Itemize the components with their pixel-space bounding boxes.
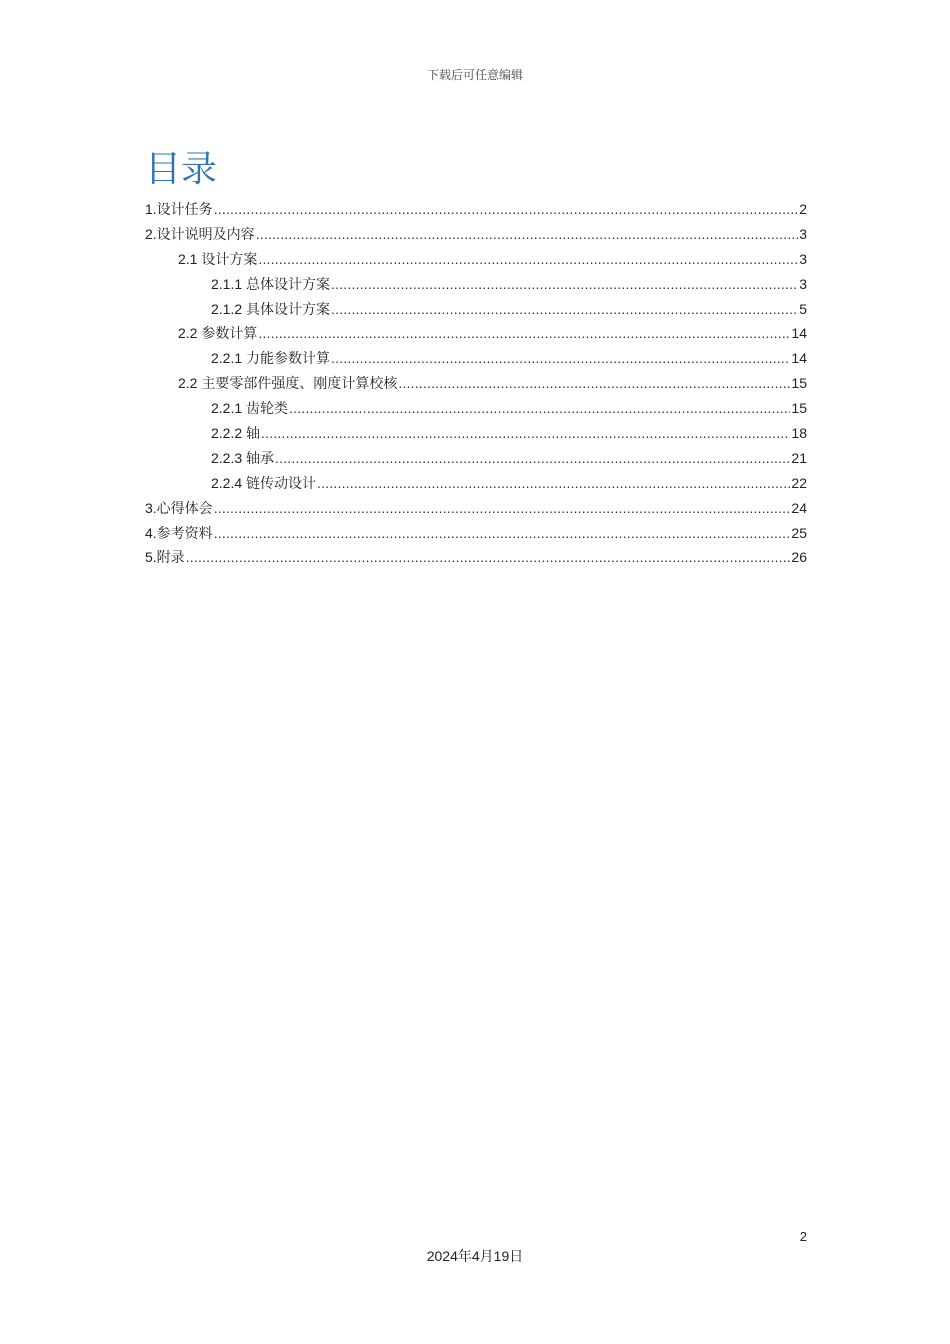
- toc-entry[interactable]: [145, 521, 807, 546]
- toc-entry[interactable]: [145, 321, 807, 346]
- toc-leader-dots: [398, 371, 790, 396]
- toc-leader-dots: [256, 222, 799, 247]
- toc-leader-dots: [258, 321, 790, 346]
- toc-leader-dots: [186, 545, 791, 570]
- table-of-contents: [145, 197, 807, 570]
- toc-entry-page: 3: [799, 225, 807, 242]
- toc-entry[interactable]: [145, 272, 807, 297]
- toc-leader-dots: [331, 272, 798, 297]
- toc-entry-page: 22: [791, 474, 807, 491]
- toc-leader-dots: [261, 421, 790, 446]
- toc-entry[interactable]: [145, 471, 807, 496]
- toc-leader-dots: [214, 496, 791, 521]
- toc-leader-dots: [317, 471, 790, 496]
- toc-entry-label: 2.1.2 具体设计方案: [211, 300, 331, 317]
- toc-entry[interactable]: [145, 396, 807, 421]
- toc-entry-label: 2.1.1 总体设计方案: [211, 275, 331, 292]
- toc-entry-label: 3.心得体会: [145, 499, 213, 516]
- toc-entry-page: 14: [791, 325, 807, 342]
- toc-entry-page: 21: [791, 449, 807, 466]
- toc-leader-dots: [275, 446, 790, 471]
- toc-entry[interactable]: [145, 247, 807, 272]
- toc-entry-page: 3: [799, 275, 807, 292]
- toc-entry-page: 18: [791, 425, 807, 442]
- toc-entry-label: 2.设计说明及内容: [145, 225, 255, 242]
- toc-entry-page: 15: [791, 375, 807, 392]
- toc-leader-dots: [289, 396, 790, 421]
- toc-entry-label: 5.附录: [145, 549, 185, 566]
- toc-entry[interactable]: [145, 496, 807, 521]
- toc-entry-page: 3: [799, 250, 807, 267]
- toc-title: 目录: [145, 148, 218, 189]
- toc-entry-page: 26: [791, 549, 807, 566]
- toc-entry-page: 25: [791, 524, 807, 541]
- toc-entry-label: 2.2.4 链传动设计: [211, 474, 317, 491]
- toc-entry-page: 2: [799, 201, 807, 217]
- toc-entry-label: 2.2.1 齿轮类: [211, 400, 289, 417]
- toc-entry[interactable]: [145, 545, 807, 570]
- toc-entry-page: 24: [791, 499, 807, 516]
- toc-entry[interactable]: [145, 297, 807, 322]
- toc-entry-label: 2.2.3 轴承: [211, 449, 275, 466]
- toc-entry-label: 4.参考资料: [145, 524, 213, 541]
- toc-entry-page: 5: [799, 300, 807, 317]
- toc-entry-page: 14: [791, 350, 807, 367]
- toc-entry[interactable]: [145, 421, 807, 446]
- toc-leader-dots: [214, 197, 799, 222]
- toc-entry-label: 2.2.1 力能参数计算: [211, 350, 331, 367]
- toc-entry-page: 15: [791, 400, 807, 417]
- toc-leader-dots: [258, 247, 798, 272]
- toc-entry-label: 2.2 主要零部件强度、刚度计算校核: [178, 375, 398, 392]
- footer-date: 2024年4月19日: [426, 1248, 524, 1264]
- page-number: 2: [799, 1229, 807, 1244]
- toc-entry[interactable]: [145, 371, 807, 396]
- toc-entry[interactable]: [145, 446, 807, 471]
- toc-entry[interactable]: [145, 346, 807, 371]
- toc-entry[interactable]: [145, 222, 807, 247]
- header-note: 下载后可任意编辑: [426, 68, 523, 82]
- toc-entry-label: 2.1 设计方案: [178, 250, 258, 267]
- toc-entry-label: 2.2 参数计算: [178, 325, 258, 342]
- toc-leader-dots: [214, 521, 791, 546]
- toc-entry-label: 2.2.2 轴: [211, 425, 261, 442]
- toc-leader-dots: [331, 297, 798, 322]
- toc-entry[interactable]: [145, 197, 807, 222]
- toc-leader-dots: [331, 346, 790, 371]
- toc-entry-label: 1.设计任务: [145, 201, 213, 217]
